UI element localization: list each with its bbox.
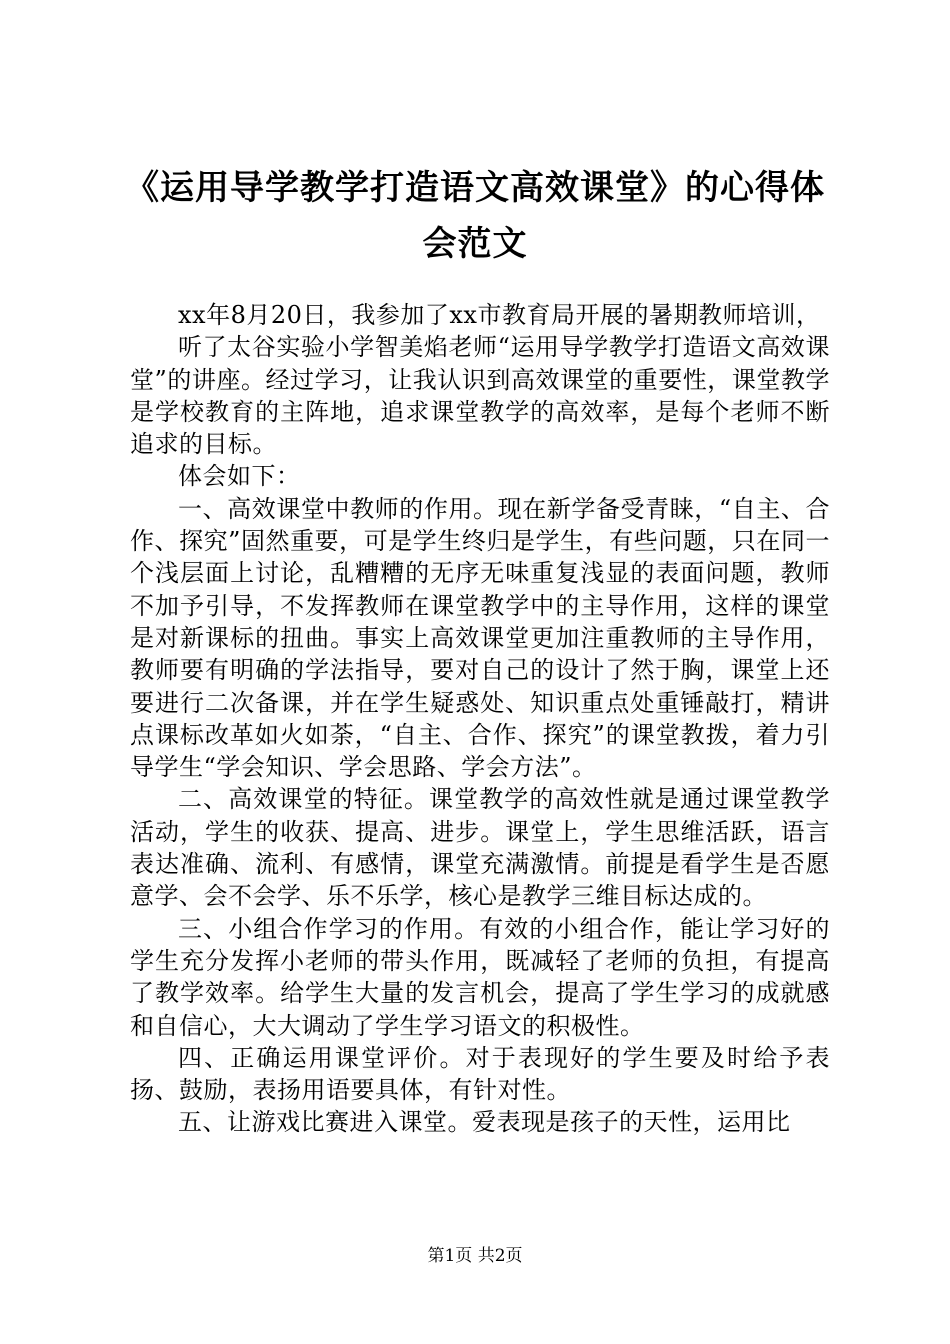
document-body [130, 299, 830, 1139]
paragraph-5: 二、高效课堂的特征。课堂教学的高效性就是通过课堂教学活动，学生的收获、提高、进步。课堂上，学生思维活跃，语言表达准确、流利、有感情，课堂充满激情。前提是看学生是否愿意学、会不会学、乐不乐学，核心是教学三维目标达成的。 [130, 785, 830, 911]
paragraph-1: xx年8月20日，我参加了xx市教育局开展的暑期教师培训， [178, 301, 821, 329]
page-footer: 第1页 共2页 [427, 1246, 523, 1266]
paragraph-2: 听了太谷实验小学智美焰老师“运用导学教学打造语文高效课堂”的讲座。经过学习，让我认识到高效课堂的重要性，课堂教学是学校教育的主阵地，追求课堂教学的高效率，是每个老师不断追求的目标。 [130, 333, 830, 459]
paragraph-4: 一、高效课堂中教师的作用。现在新学备受青睐，“自主、合作、探究”固然重要，可是学生终归是学生，有些问题，只在同一个浅层面上讨论，乱糟糟的无序无味重复浅显的表面问题，教师不加予引导，不发挥教师在课堂教学中的主导作用，这样的课堂是对新课标的扭曲。事实上高效课堂更加注重教师的主导作用，教师要有明确的学法指导，要对自己的设计了然于胸，课堂上还要进行二次备课，并在学生疑惑处、知识重点处重锤敲打，精讲点课标改革如火如荼，“自主、合作、探究”的课堂教拨，着力引导学生“学会知识、学会思路、学会方法”。 [130, 494, 830, 782]
paragraph-6: 三、小组合作学习的作用。有效的小组合作，能让学习好的学生充分发挥小老师的带头作用，既减轻了老师的负担，有提高了教学效率。给学生大量的发言机会，提高了学生学习的成就感和自信心，大大调动了学生学习语文的积极性。 [130, 914, 830, 1040]
title-line-1: 《运用导学教学打造语文高效课堂》的心得体 [125, 168, 825, 208]
paragraph-3: 体会如下： [178, 462, 301, 491]
document-title [120, 160, 830, 272]
paragraph-7: 四、正确运用课堂评价。对于表现好的学生要及时给予表扬、鼓励，表扬用语要具体，有针对性。 [130, 1043, 830, 1105]
title-line-2: 会范文 [422, 224, 528, 264]
paragraph-8: 五、让游戏比赛进入课堂。爱表现是孩子的天性，运用比 [178, 1108, 791, 1137]
